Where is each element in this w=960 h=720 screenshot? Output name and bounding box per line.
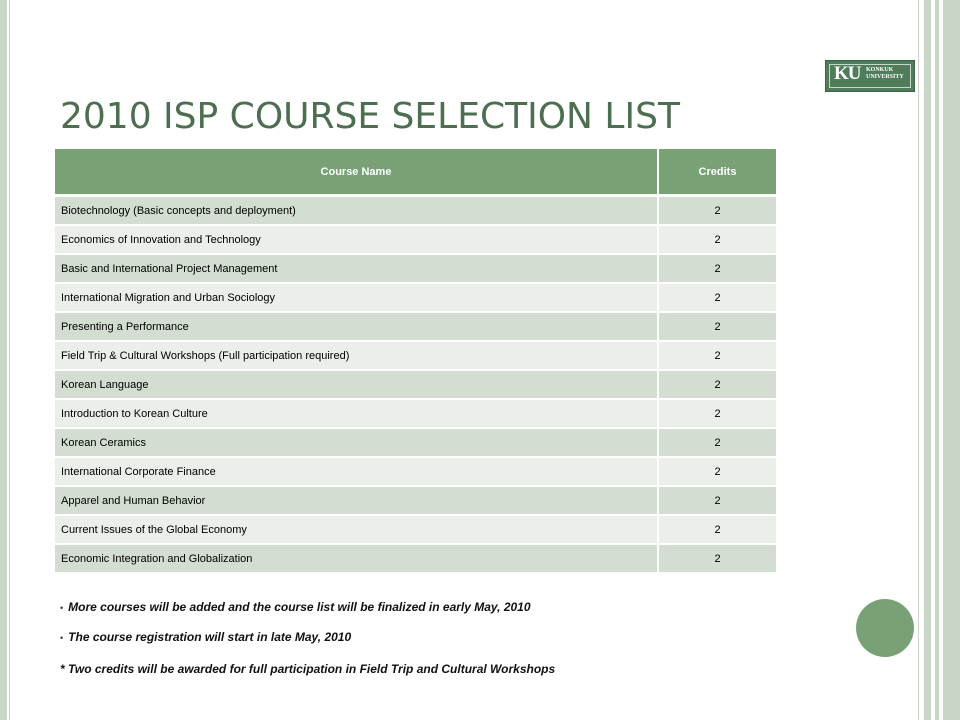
credits-cell: 2 — [658, 341, 776, 370]
table-row — [55, 544, 776, 573]
logo-wordmark — [866, 67, 904, 81]
decorative-circle — [856, 599, 914, 657]
note-text: More courses will be added and the course list will be finalized in early May, 2010 — [68, 600, 531, 614]
credits-cell: 2 — [658, 457, 776, 486]
credits-cell: 2 — [658, 399, 776, 428]
page-title: 2010 ISP COURSE SELECTION LIST — [60, 96, 680, 137]
table-row — [55, 399, 776, 428]
table-row — [55, 196, 776, 226]
table-header-row — [55, 149, 776, 196]
credits-cell: 2 — [658, 254, 776, 283]
credits-cell: 2 — [658, 486, 776, 515]
credits-cell: 2 — [658, 312, 776, 341]
slide-frame-left-line — [9, 0, 10, 720]
credits-cell: 2 — [658, 196, 776, 226]
logo-line-1: KONKUK — [866, 67, 894, 73]
logo-mark: KU — [834, 63, 861, 84]
course-name-cell: Economics of Innovation and Technology — [55, 225, 658, 254]
table-row — [55, 428, 776, 457]
course-name-cell: Basic and International Project Management — [55, 254, 658, 283]
slide-frame-left-bar — [0, 0, 7, 720]
table-row — [55, 312, 776, 341]
column-header-course-name: Course Name — [55, 149, 658, 196]
bullet-icon: • — [60, 633, 64, 643]
course-name-cell: Economic Integration and Globalization — [55, 544, 658, 573]
table-row — [55, 457, 776, 486]
slide-frame-right-bar — [935, 0, 939, 720]
bullet-icon: • — [60, 603, 64, 613]
course-name-cell: International Migration and Urban Sociology — [55, 283, 658, 312]
note-item — [60, 630, 351, 644]
course-name-cell: Korean Ceramics — [55, 428, 658, 457]
course-name-cell: Apparel and Human Behavior — [55, 486, 658, 515]
credits-cell: 2 — [658, 370, 776, 399]
logo-line-2: UNIVERSITY — [866, 74, 904, 80]
table-row — [55, 254, 776, 283]
table-row — [55, 225, 776, 254]
column-header-credits: Credits — [658, 149, 776, 196]
note-text: * Two credits will be awarded for full participation in Field Trip and Cultural Workshops — [60, 662, 556, 676]
course-name-cell: Biotechnology (Basic concepts and deployment) — [55, 196, 658, 226]
credits-cell: 2 — [658, 515, 776, 544]
course-name-cell: Introduction to Korean Culture — [55, 399, 658, 428]
table-row — [55, 486, 776, 515]
slide-frame-right-line — [918, 0, 919, 720]
credits-cell: 2 — [658, 428, 776, 457]
table-row — [55, 370, 776, 399]
course-name-cell: International Corporate Finance — [55, 457, 658, 486]
table-row — [55, 515, 776, 544]
note-text: The course registration will start in late May, 2010 — [68, 630, 352, 644]
note-item — [60, 662, 555, 676]
konkuk-university-logo — [825, 60, 915, 92]
table-body — [55, 196, 776, 574]
course-name-cell: Presenting a Performance — [55, 312, 658, 341]
slide-frame-right-bar — [943, 0, 960, 720]
credits-cell: 2 — [658, 225, 776, 254]
course-name-cell: Korean Language — [55, 370, 658, 399]
course-table — [55, 149, 776, 574]
credits-cell: 2 — [658, 283, 776, 312]
credits-cell: 2 — [658, 544, 776, 573]
note-item — [60, 600, 531, 614]
slide-frame-right-bar — [924, 0, 931, 720]
course-name-cell: Field Trip & Cultural Workshops (Full participation required) — [55, 341, 658, 370]
course-name-cell: Current Issues of the Global Economy — [55, 515, 658, 544]
table-row — [55, 283, 776, 312]
table-row — [55, 341, 776, 370]
